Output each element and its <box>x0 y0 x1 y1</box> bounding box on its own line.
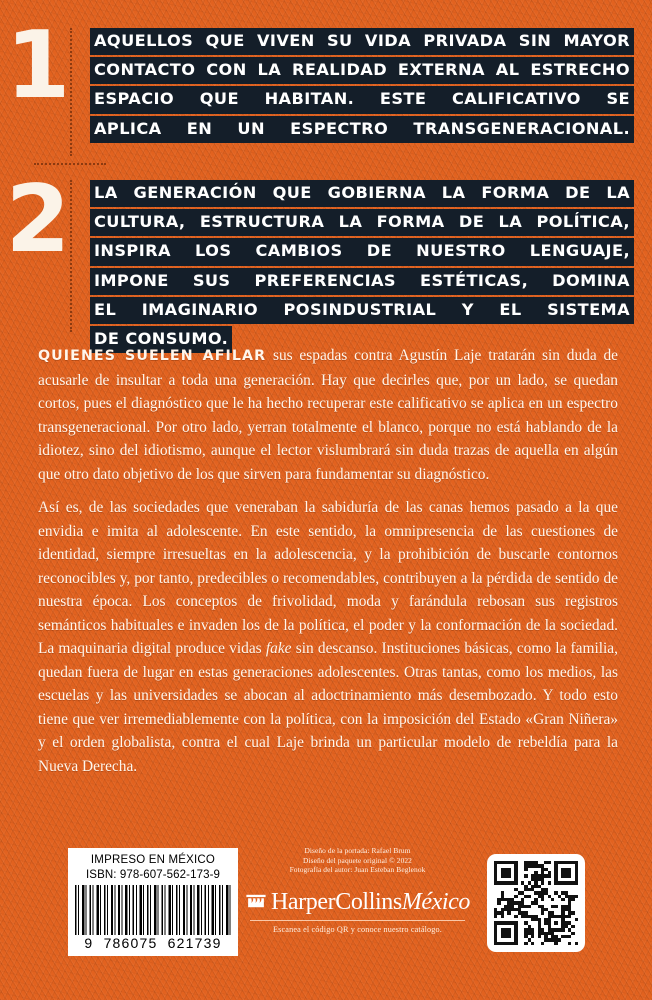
quote-1-line-2: CONTACTO CON LA REALIDAD EXTERNA AL ESTRECHO <box>90 57 634 84</box>
quote-marker-1: 1 <box>5 11 69 119</box>
credit-cover-design: Diseño de la portada: Rafael Brum <box>304 846 411 855</box>
quote-2-line-6: DE CONSUMO. <box>90 326 232 353</box>
quote-2-line-2: CULTURA, ESTRUCTURA LA FORMA DE LA POLÍTICA, <box>90 209 634 236</box>
quote-2-line-5: EL IMAGINARIO POSINDUSTRIAL Y EL SISTEMA <box>90 297 634 324</box>
cover-footer <box>0 842 652 964</box>
quote-1-lines <box>90 28 652 145</box>
printed-in-label: IMPRESO EN MÉXICO <box>90 854 216 866</box>
quote-2-lines <box>90 180 652 355</box>
cover-credits <box>255 846 460 875</box>
quote-1-line-4: APLICA EN UN ESPECTRO TRANSGENERACIONAL. <box>90 116 634 143</box>
dotted-vertical-rule-1 <box>70 28 72 156</box>
blurb-paragraph-2-part-b: sin descanso. Instituciones básicas, como la familia, quedan fuera de lugar en estas generaciones adolescentes. Otras tantas, como los medios, las escuelas y las universidades se abocan al adoctrinamiento más desembozado. Y todo esto tiene que ver irremediablemente con la política, con la imposición del Estado «Gran Niñera» y el orden globalista, contra el cual Laje brinda un particular modelo de rebeldía para la Nueva Derecha. <box>38 640 618 775</box>
blurb-text <box>38 344 618 788</box>
barcode-bars <box>75 885 231 935</box>
quote-2-line-1: LA GENERACIÓN QUE GOBIERNA LA FORMA DE LA <box>90 180 634 207</box>
quote-1-line-3: ESPACIO QUE HABITAN. ESTE CALIFICATIVO SE <box>90 86 634 113</box>
blurb-paragraph-1-rest: sus espadas contra Agustín Laje tratarán sin duda de acusarle de insultar a toda una generación. Hay que decirles que, por un lado, se quedan cortos, pues el diagnóstico que le ha hecho recuperar este calificativo se aplica en un espectro transgeneracional. Por otro lado, yerran totalmente el blanco, porque no está hablando de la idiotez, sino del idiotismo, aunque el lector vislumbrará sin duda trazas de aquella en algún que otro dato objetivo de los que sirven para fundamentar su diagnóstico. <box>38 347 618 483</box>
isbn-barcode <box>68 848 238 956</box>
qr-code-grid <box>494 861 578 945</box>
quote-marker-2: 2 <box>5 165 69 273</box>
barcode-digits: 9 786075 621739 <box>84 934 222 951</box>
publisher-name-main: HarperCollins <box>271 889 402 915</box>
quote-block-1 <box>0 11 652 156</box>
quote-marker-1-column <box>0 11 69 119</box>
quote-1-line-1: AQUELLOS QUE VIVEN SU VIDA PRIVADA SIN MAYOR <box>90 28 634 55</box>
blurb-lead-in: QUIENES SUELEN AFILAR <box>38 348 267 364</box>
credit-package-design: Diseño del paquete original © 2022 <box>303 855 412 865</box>
qr-tagline: Escanea el código QR y conoce nuestro catálogo. <box>273 925 442 934</box>
blurb-paragraph-2 <box>38 496 618 778</box>
blurb-paragraph-2-part-a: Así es, de las sociedades que veneraban la sabiduría de las canas hemos pasado a la que envidia e imita al adolescente. En este sentido, la omnipresencia de las cuestiones de identidad, siempre irresueltas en la adolescencia, y la prohibición de buscarle contornos reconocibles y, por tanto, predecibles o recomendables, contribuyen a la pérdida de sentido de nuestra época. Los conceptos de frivolidad, moda y farándula rebosan sus registros semánticos habituales e invaden los de la política, el poder y la conformación de la sociedad. La maquinaria digital produce vidas <box>38 499 618 657</box>
publisher-name <box>271 890 470 914</box>
quote-block-2 <box>0 165 652 355</box>
dotted-vertical-rule-2 <box>70 180 72 332</box>
isbn-number: ISBN: 978-607-562-173-9 <box>86 868 220 881</box>
quote-2-line-4: IMPONE SUS PREFERENCIAS ESTÉTICAS, DOMINA <box>90 268 634 295</box>
publisher-logo <box>250 889 470 915</box>
publisher-name-suffix: México <box>401 889 470 915</box>
qr-code[interactable] <box>487 854 585 952</box>
credit-author-photo: Fotografía del autor: Juan Esteban Beglenok <box>289 865 426 875</box>
blurb-paragraph-1 <box>38 344 618 486</box>
publisher-block <box>250 889 470 935</box>
publisher-divider <box>250 920 465 921</box>
blurb-italic-word-fake: fake <box>265 640 292 657</box>
harpercollins-flame-icon <box>245 892 267 913</box>
quote-marker-2-column <box>0 165 69 273</box>
quote-2-line-3: INSPIRA LOS CAMBIOS DE NUESTRO LENGUAJE, <box>90 238 634 265</box>
